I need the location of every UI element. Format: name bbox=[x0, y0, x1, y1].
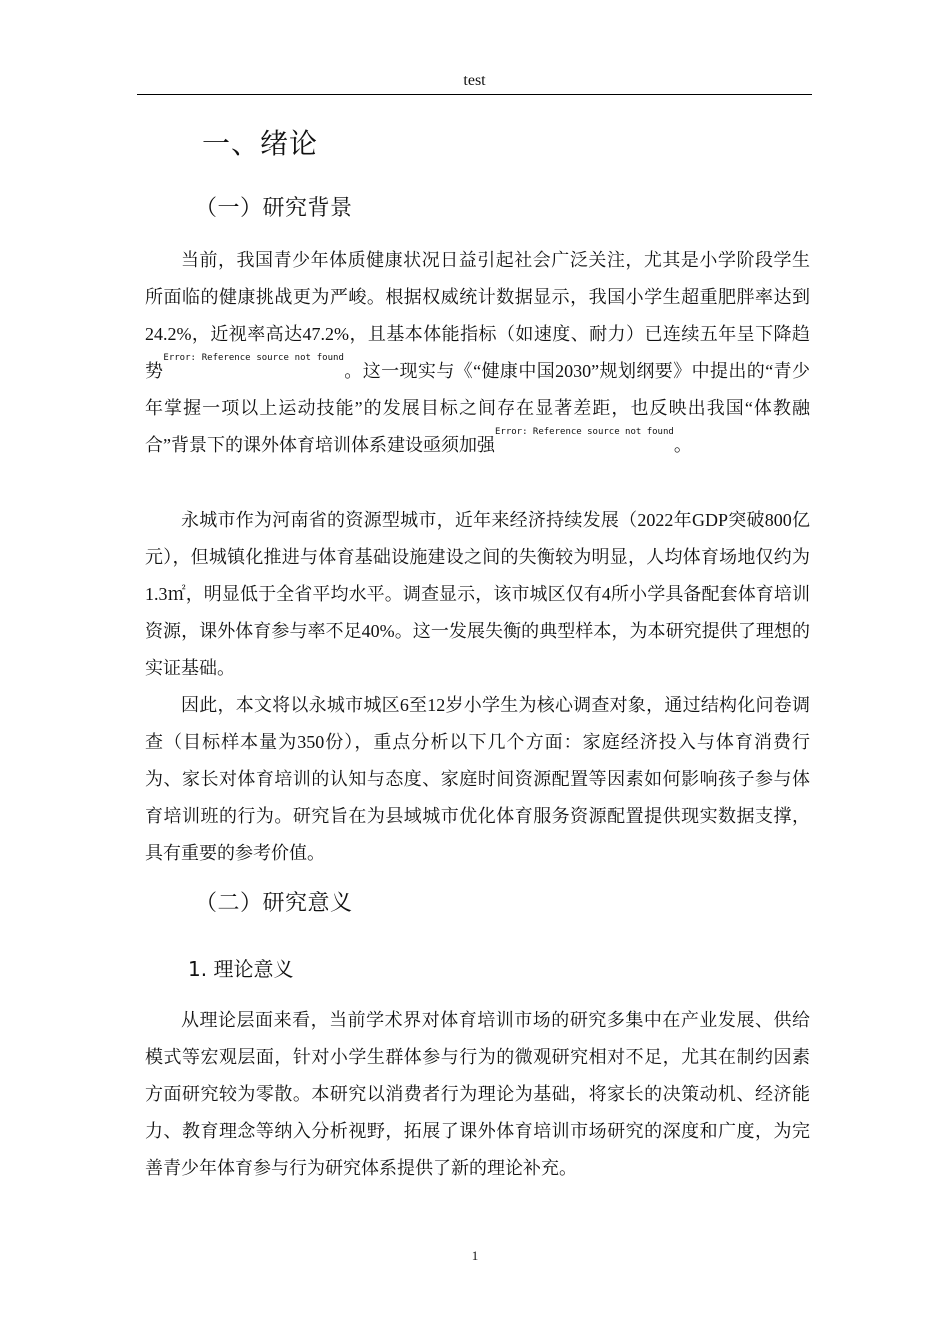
paragraph-background-2: 永城市作为河南省的资源型城市，近年来经济持续发展（2022年GDP突破800亿元），但城镇化推进与体育基础设施建设之间的失衡较为明显，人均体育场地仅约为1.3㎡，明显低于全省平均水平。调查显示，该市城区仅有4所小学具备配套体育培训资源，课外体育参与率不足40%。这一发展失衡的典型样本，为本研究提供了理想的实证基础。 bbox=[145, 510, 810, 678]
paragraph-text: 。 bbox=[673, 435, 692, 455]
paragraph-theory: 从理论层面来看，当前学术界对体育培训市场的研究多集中在产业发展、供给模式等宏观层面，针对小学生群体参与行为的微观研究相对不足，尤其在制约因素方面研究较为零散。本研究以消费者行为理论为基础，将家长的决策动机、经济能力、教育理念等纳入分析视野，拓展了课外体育培训市场研究的深度和广度，为完善青少年体育参与行为研究体系提供了新的理论补充。 bbox=[145, 1010, 810, 1178]
chapter-title: 一、绪论 bbox=[202, 127, 319, 160]
section-title-significance: （二）研究意义 bbox=[195, 891, 353, 916]
section-title-background: （一）研究背景 bbox=[195, 196, 353, 221]
header-text: test bbox=[463, 72, 486, 89]
paragraph-text: 。这一现实与《“健康中国2030”规划纲要》中提出的“青少年掌握一项以上运动技能”的发展目标之间存在显著差距，也反映出我国“体教融合”背景下的课外体育培训体系建设亟须加强 bbox=[145, 361, 811, 455]
reference-error: Error: Reference source not found bbox=[163, 353, 344, 363]
paragraph-background-3: 因此，本文将以永城市城区6至12岁小学生为核心调查对象，通过结构化问卷调查（目标样本量为350份），重点分析以下几个方面：家庭经济投入与体育消费行为、家长对体育培训的认知与态度、家庭时间资源配置等因素如何影响孩子参与体育培训班的行为。研究旨在为县域城市优化体育服务资源配置提供现实数据支撑，具有重要的参考价值。 bbox=[145, 695, 810, 863]
subsection-title-theory: 1. 理论意义 bbox=[188, 957, 294, 981]
paragraph-background-1 bbox=[145, 242, 810, 464]
page-header bbox=[137, 70, 812, 95]
paragraph-text: 当前，我国青少年体质健康状况日益引起社会广泛关注，尤其是小学阶段学生所面临的健康挑战更为严峻。根据权威统计数据显示，我国小学生超重肥胖率达到24.2%，近视率高达47.2%，且基本体能指标（如速度、耐力）已连续五年呈下降趋势 bbox=[145, 250, 810, 381]
page-number: 1 bbox=[471, 1248, 479, 1263]
reference-error: Error: Reference source not found bbox=[495, 427, 674, 437]
